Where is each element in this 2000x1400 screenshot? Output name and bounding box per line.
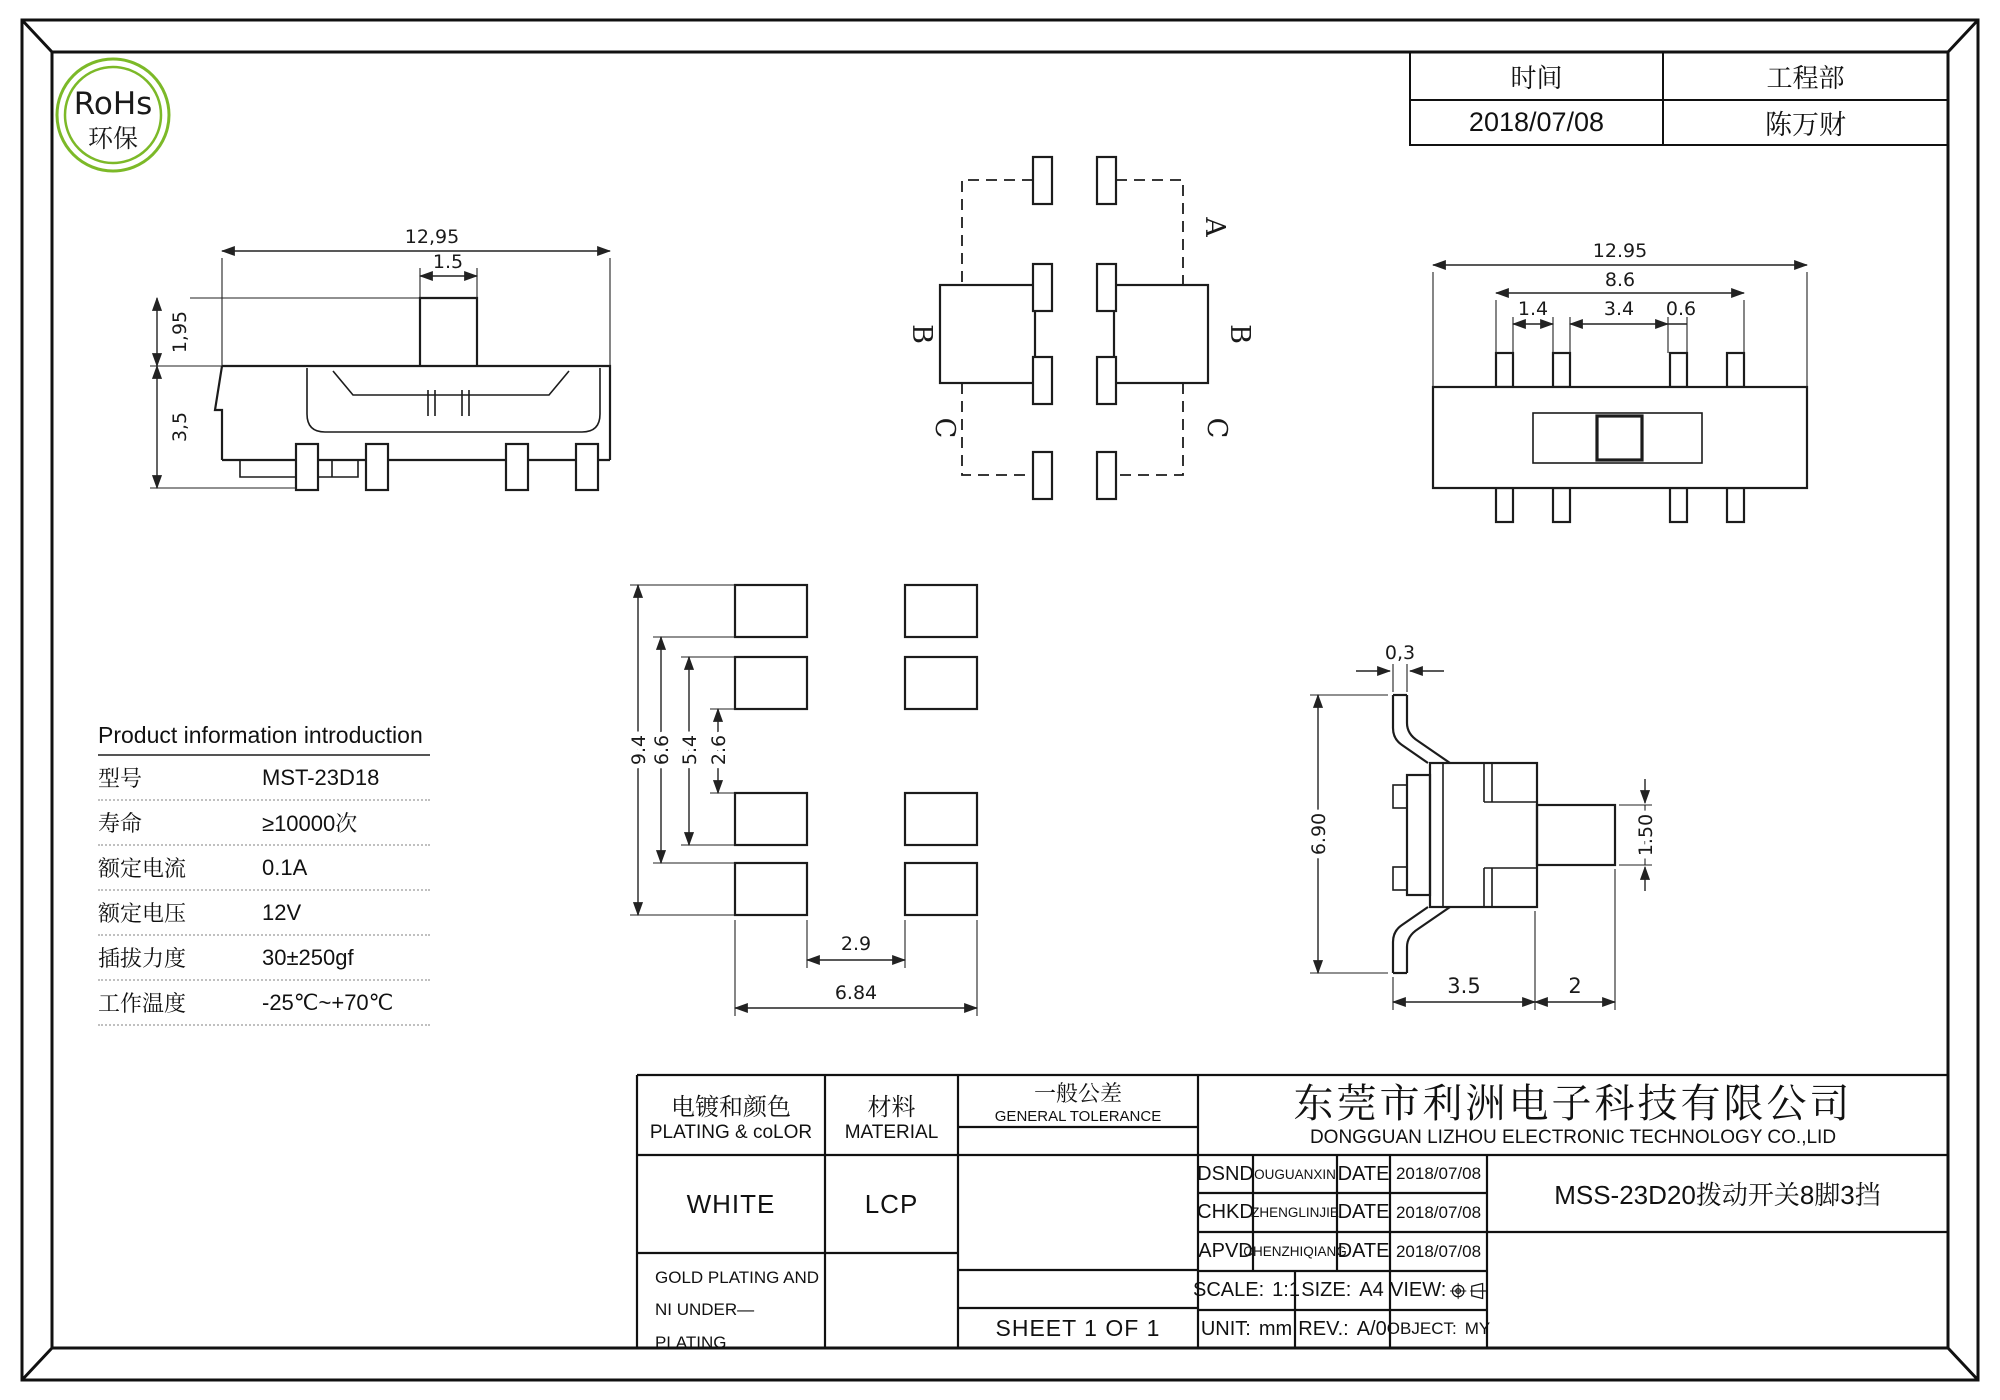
material-label-en: MATERIAL: [844, 1121, 939, 1143]
row-label: 寿命: [98, 811, 143, 836]
product-info-table: [98, 722, 430, 1026]
schematic-label-c-right: C: [1201, 417, 1232, 439]
rev-cell: [1295, 1310, 1390, 1348]
chkd-date-label: DATE: [1337, 1201, 1390, 1223]
object-label: OBJECT:: [1386, 1319, 1457, 1338]
pcb-land-pattern: [628, 585, 977, 1016]
company-name-cn: 东莞市利洲电子科技有限公司: [1293, 1081, 1853, 1126]
apvd-date-label: DATE: [1337, 1240, 1390, 1262]
dim-pcb-gap: 2.9: [840, 933, 872, 955]
unit-value: mm: [1258, 1317, 1293, 1340]
tolerance-label-cn: 一般公差: [1033, 1081, 1122, 1106]
dsnd-label: DSND: [1197, 1162, 1254, 1185]
dim-front-body-height: 3,5: [169, 411, 191, 443]
chkd-date: 2018/07/08: [1395, 1202, 1482, 1222]
material-value: LCP: [864, 1188, 919, 1219]
dim-top-gap2: 3.4: [1603, 298, 1635, 320]
object-cell: [1386, 1310, 1491, 1348]
rev-label: REV.:: [1298, 1317, 1349, 1340]
table-row: [98, 891, 430, 936]
plating-note: [655, 1262, 825, 1359]
front-view-drawing: [150, 226, 610, 490]
schematic-label-b-left: B: [906, 324, 937, 344]
sheet-number: SHEET 1 OF 1: [995, 1314, 1161, 1341]
plating-note-line1: GOLD PLATING AND: [655, 1268, 820, 1287]
tolerance-header: [958, 1076, 1198, 1126]
dim-side-knob-height: 1.50: [1635, 813, 1657, 857]
chkd-name: ZHENGLINJIE: [1251, 1205, 1339, 1220]
table-row: [98, 936, 430, 981]
side-view-drawing: [1308, 642, 1657, 1010]
dim-side-shaft: 2: [1568, 974, 1582, 998]
rohs-logo: [52, 54, 174, 176]
plating-note-line2: NI UNDER—PLATING: [655, 1300, 755, 1352]
dim-pcb-span: 6.84: [834, 982, 878, 1004]
dsnd-name: OUGUANXIN: [1254, 1166, 1336, 1182]
row-value: -25℃~+70℃: [262, 989, 394, 1015]
circuit-schematic: [906, 157, 1255, 499]
dim-front-width: 12,95: [404, 226, 460, 248]
rohs-logo-graphic: [52, 54, 174, 176]
rohs-text: RoHs: [73, 86, 153, 122]
dim-pcb-h1: 9.4: [628, 734, 650, 766]
engineer-name: 陈万财: [1662, 99, 1950, 147]
product-info-title: Product information introduction: [98, 722, 430, 756]
row-label: 型号: [98, 766, 143, 791]
apvd-name: CHENZHIQIANG: [1243, 1244, 1347, 1259]
schematic-label-a: A: [1199, 217, 1230, 237]
time-label: 时间: [1409, 51, 1665, 102]
material-header: [825, 1078, 958, 1152]
projection-symbol-icon: [1450, 1278, 1487, 1304]
row-value: MST-23D18: [262, 764, 380, 790]
view-label: VIEW:: [1390, 1279, 1447, 1301]
dsnd-date-label: DATE: [1337, 1162, 1390, 1185]
plating-label-en: PLATING & coLOR: [649, 1121, 813, 1143]
dim-top-pin-span: 8.6: [1604, 269, 1636, 291]
rev-value: A/0: [1356, 1317, 1387, 1340]
row-value: 0.1A: [262, 854, 308, 880]
dim-top-gap1: 1.4: [1517, 298, 1549, 320]
company-name-en: DONGGUAN LIZHOU ELECTRONIC TECHNOLOGY CO.,LID: [1309, 1127, 1837, 1148]
dim-side-depth: 3.5: [1447, 974, 1481, 998]
table-row: [98, 846, 430, 891]
rohs-text-cn: 环保: [87, 124, 139, 153]
dim-top-pin-width: 0.6: [1665, 298, 1697, 320]
top-view-drawing: [1433, 240, 1807, 522]
plating-header: [637, 1078, 825, 1152]
scale-value: 1:1: [1272, 1279, 1300, 1301]
department-label: 工程部: [1662, 51, 1950, 102]
object-value: MY: [1464, 1319, 1491, 1338]
row-label: 工作温度: [98, 991, 187, 1016]
dim-pcb-h2: 6.6: [651, 734, 673, 766]
material-label-cn: 材料: [867, 1093, 916, 1121]
table-row: [98, 801, 430, 846]
size-label: SIZE:: [1301, 1279, 1352, 1301]
size-cell: [1295, 1271, 1390, 1310]
dim-pcb-h3: 5.4: [679, 734, 701, 766]
dsnd-date: 2018/07/08: [1395, 1164, 1482, 1183]
part-name: MSS-23D20拨动开关8脚3挡: [1554, 1180, 1881, 1210]
row-value: 12V: [262, 899, 302, 925]
dim-side-height: 6.90: [1308, 812, 1330, 856]
row-label: 额定电流: [98, 856, 187, 881]
unit-cell: [1198, 1310, 1295, 1348]
schematic-label-b-right: B: [1224, 324, 1255, 344]
dim-pcb-h4: 2.6: [708, 734, 730, 766]
plating-value: WHITE: [686, 1188, 776, 1219]
unit-label: UNIT:: [1200, 1317, 1251, 1340]
apvd-date: 2018/07/08: [1395, 1241, 1482, 1261]
revision-header-table: [1410, 52, 1948, 145]
chkd-label: CHKD: [1197, 1201, 1254, 1223]
row-value: 30±250gf: [262, 944, 354, 970]
row-label: 插拔力度: [98, 946, 187, 971]
view-cell: [1390, 1271, 1487, 1310]
dim-front-knob-width: 1.5: [432, 251, 464, 273]
schematic-label-c-left: C: [929, 417, 960, 439]
scale-cell: [1193, 1271, 1300, 1310]
dim-top-width: 12.95: [1592, 240, 1648, 262]
table-row: [98, 981, 430, 1026]
dim-side-pin-thickness: 0,3: [1384, 642, 1416, 664]
apvd-label: APVD: [1198, 1240, 1253, 1262]
scale-label: SCALE:: [1193, 1279, 1265, 1301]
row-value: ≥10000次: [262, 811, 358, 836]
table-row: [98, 756, 430, 801]
tolerance-label-en: GENERAL TOLERANCE: [994, 1108, 1162, 1125]
dim-front-knob-height: 1,95: [169, 310, 191, 354]
time-value: 2018/07/08: [1409, 99, 1665, 147]
row-label: 额定电压: [98, 901, 187, 926]
size-value: A4: [1359, 1279, 1384, 1301]
plating-label-cn: 电镀和颜色: [671, 1093, 791, 1121]
